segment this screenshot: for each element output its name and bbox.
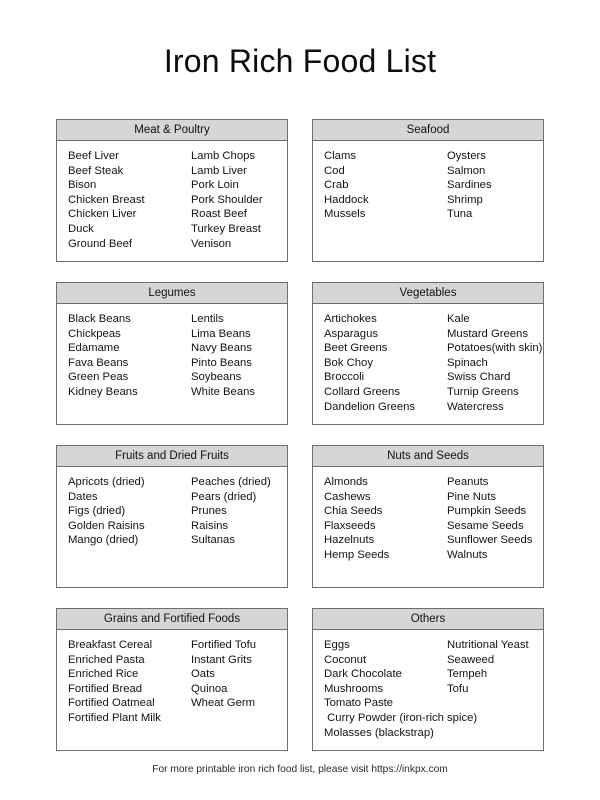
food-item: Coconut <box>324 653 367 666</box>
food-item-row <box>324 149 535 164</box>
food-item-row <box>324 490 535 505</box>
food-item: Golden Raisins <box>68 519 145 532</box>
category-card-title: Legumes <box>57 283 287 304</box>
food-item: Raisins <box>191 519 229 532</box>
food-item: Instant Grits <box>191 653 252 666</box>
food-item-row <box>324 653 535 668</box>
food-item: Lamb Liver <box>191 164 247 177</box>
food-item-row <box>68 504 279 519</box>
category-card-body <box>57 630 287 750</box>
food-item-list <box>324 638 535 740</box>
food-item: Fortified Plant Milk <box>68 711 161 724</box>
food-item: Pork Loin <box>191 179 239 192</box>
food-item-row <box>68 312 279 327</box>
food-item: Pumpkin Seeds <box>447 505 527 518</box>
food-item: Mustard Greens <box>447 327 528 340</box>
food-item-row <box>68 711 279 726</box>
food-item: Chicken Liver <box>68 208 137 221</box>
category-card-title: Nuts and Seeds <box>313 446 543 467</box>
food-item: Enriched Pasta <box>68 653 145 666</box>
food-item-row <box>68 667 279 682</box>
category-card-title: Others <box>313 609 543 630</box>
food-item: Cod <box>324 164 345 177</box>
food-item: Chickpeas <box>68 327 121 340</box>
food-item: Turnip Greens <box>447 385 519 398</box>
food-item: Peaches (dried) <box>191 476 271 488</box>
food-item-row <box>68 475 279 490</box>
food-item: Chia Seeds <box>324 505 383 518</box>
food-item: Sesame Seeds <box>447 519 524 532</box>
category-card-body <box>313 141 543 261</box>
food-item-row <box>68 178 279 193</box>
food-item-row <box>324 207 535 222</box>
food-item-row <box>68 653 279 668</box>
food-item: Beet Greens <box>324 342 388 355</box>
category-card-title: Seafood <box>313 120 543 141</box>
food-item-row <box>68 638 279 653</box>
food-item: Oats <box>191 668 215 681</box>
food-item-row <box>324 696 535 711</box>
food-item-row <box>68 519 279 534</box>
food-item: Kidney Beans <box>68 385 138 398</box>
food-item: Sultanas <box>191 534 235 547</box>
food-item: Wheat Germ <box>191 697 256 710</box>
food-item-row <box>324 548 535 563</box>
food-item: Soybeans <box>191 371 242 384</box>
food-item: Tofu <box>447 682 469 695</box>
food-item: Black Beans <box>68 313 131 325</box>
food-item: Molasses (blackstrap) <box>324 726 434 739</box>
food-item: Lamb Chops <box>191 150 256 162</box>
food-item-row <box>68 341 279 356</box>
food-item-row <box>324 370 535 385</box>
food-item-row <box>324 682 535 697</box>
food-item-row <box>324 341 543 356</box>
food-item: Asparagus <box>324 327 379 340</box>
food-item: Chicken Breast <box>68 193 145 206</box>
category-card-body <box>57 304 287 424</box>
food-item: Sardines <box>447 179 492 192</box>
food-item-row <box>324 385 535 400</box>
category-card <box>56 119 288 262</box>
category-card-body <box>313 304 543 424</box>
food-item: Bok Choy <box>324 356 373 369</box>
food-item: Haddock <box>324 193 369 206</box>
category-card-title: Vegetables <box>313 283 543 304</box>
food-item-row <box>68 149 279 164</box>
category-card-body <box>57 141 287 261</box>
food-item: Dark Chocolate <box>324 668 402 681</box>
food-item: Beef Steak <box>68 164 124 177</box>
food-item: Fortified Oatmeal <box>68 697 155 710</box>
food-item: Pinto Beans <box>191 356 252 369</box>
food-item-row <box>324 504 535 519</box>
food-item-row <box>68 370 279 385</box>
food-item: White Beans <box>191 385 256 398</box>
food-item: Kale <box>447 313 470 325</box>
food-item: Prunes <box>191 505 227 518</box>
food-item: Hazelnuts <box>324 534 375 547</box>
food-item: Tuna <box>447 208 473 221</box>
category-card <box>312 119 544 262</box>
food-item: Pine Nuts <box>447 490 496 503</box>
category-card <box>312 282 544 425</box>
food-item: Green Peas <box>68 371 129 384</box>
food-item-row <box>68 327 279 342</box>
category-card <box>312 445 544 588</box>
food-item: Flaxseeds <box>324 519 376 532</box>
category-card-body <box>57 467 287 587</box>
food-item: Lentils <box>191 313 224 325</box>
food-item-row <box>324 193 535 208</box>
food-item: Quinoa <box>191 682 228 695</box>
food-category-grid <box>56 119 544 751</box>
food-item: Roast Beef <box>191 208 247 221</box>
food-item: Eggs <box>324 639 350 651</box>
food-item-row <box>324 667 535 682</box>
food-item: Pork Shoulder <box>191 193 263 206</box>
food-item: Dates <box>68 490 98 503</box>
food-item: Almonds <box>324 476 368 488</box>
food-item <box>191 711 279 726</box>
food-item: Fortified Bread <box>68 682 143 695</box>
category-card-title: Meat & Poultry <box>57 120 287 141</box>
food-item: Enriched Rice <box>68 668 139 681</box>
food-item: Clams <box>324 150 357 162</box>
food-item-row <box>324 164 535 179</box>
food-item: Watercress <box>447 400 504 413</box>
food-item: Salmon <box>447 164 486 177</box>
food-item: Oysters <box>447 150 486 162</box>
food-item: Mussels <box>324 208 366 221</box>
food-item-row <box>324 519 535 534</box>
food-item: Duck <box>68 222 94 235</box>
food-item-list <box>324 149 535 222</box>
food-item: Sunflower Seeds <box>447 534 533 547</box>
food-item-row <box>68 356 279 371</box>
category-card <box>312 608 544 751</box>
food-item: Fortified Tofu <box>191 639 257 651</box>
category-card <box>56 282 288 425</box>
food-item: Broccoli <box>324 371 365 384</box>
food-item: Mango (dried) <box>68 534 139 547</box>
food-item: Walnuts <box>447 548 488 561</box>
food-item: Peanuts <box>447 476 489 488</box>
food-item: Cashews <box>324 490 371 503</box>
food-item-list <box>68 475 279 548</box>
category-card-body <box>313 467 543 587</box>
category-card-title: Grains and Fortified Foods <box>57 609 287 630</box>
food-item-row <box>68 385 279 400</box>
food-item: Seaweed <box>447 653 495 666</box>
food-item: Dandelion Greens <box>324 400 416 413</box>
footer-note: For more printable iron rich food list, please visit https://inkpx.com <box>152 764 448 775</box>
food-item-row <box>68 682 279 697</box>
food-item: Tomato Paste <box>324 697 394 710</box>
food-item-row <box>68 490 279 505</box>
food-item-row <box>324 356 535 371</box>
food-item: Venison <box>191 237 232 250</box>
food-item-row <box>68 237 279 252</box>
food-item-row <box>68 222 279 237</box>
food-item: Bison <box>68 179 97 192</box>
food-item-list <box>68 312 279 400</box>
food-item: Collard Greens <box>324 385 400 398</box>
category-card <box>56 608 288 751</box>
food-item-row <box>324 711 535 726</box>
food-item: Hemp Seeds <box>324 548 390 561</box>
food-item: Nutritional Yeast <box>447 639 529 651</box>
food-item: Tempeh <box>447 668 488 681</box>
food-item-row <box>324 400 535 415</box>
food-item-row <box>324 327 535 342</box>
food-item: Swiss Chard <box>447 371 511 384</box>
food-item: Apricots (dried) <box>68 476 145 488</box>
page-title: Iron Rich Food List <box>163 43 437 79</box>
category-card-body <box>313 630 543 750</box>
food-item: Figs (dried) <box>68 505 126 518</box>
food-item-row <box>68 193 279 208</box>
food-item-row <box>324 312 535 327</box>
food-item-row <box>324 178 535 193</box>
food-item-row <box>68 533 279 548</box>
food-item: Crab <box>324 179 349 192</box>
food-item-row <box>324 533 535 548</box>
food-item: Breakfast Cereal <box>68 639 153 651</box>
food-item: Pears (dried) <box>191 490 257 503</box>
food-item: Potatoes(with skin) <box>447 342 543 355</box>
food-item: Navy Beans <box>191 342 252 355</box>
food-item: Lima Beans <box>191 327 251 340</box>
food-item: Ground Beef <box>68 237 133 250</box>
food-item: Curry Powder (iron-rich spice) <box>324 711 478 724</box>
food-item-row <box>68 696 279 711</box>
food-item-row <box>324 475 535 490</box>
food-item: Fava Beans <box>68 356 129 369</box>
food-item-list <box>68 149 279 251</box>
food-item-list <box>324 312 543 414</box>
food-item: Spinach <box>447 356 488 369</box>
food-item-list <box>68 638 279 726</box>
food-item: Shrimp <box>447 193 483 206</box>
food-item-list <box>324 475 535 563</box>
food-item-row <box>68 164 279 179</box>
category-card-title: Fruits and Dried Fruits <box>57 446 287 467</box>
food-item: Edamame <box>68 342 120 355</box>
food-item: Artichokes <box>324 313 377 325</box>
category-card <box>56 445 288 588</box>
food-item-row <box>68 207 279 222</box>
food-item: Turkey Breast <box>191 222 261 235</box>
food-item: Beef Liver <box>68 150 119 162</box>
food-item-row <box>324 726 535 741</box>
food-item: Mushrooms <box>324 682 384 695</box>
food-item-row <box>324 638 535 653</box>
